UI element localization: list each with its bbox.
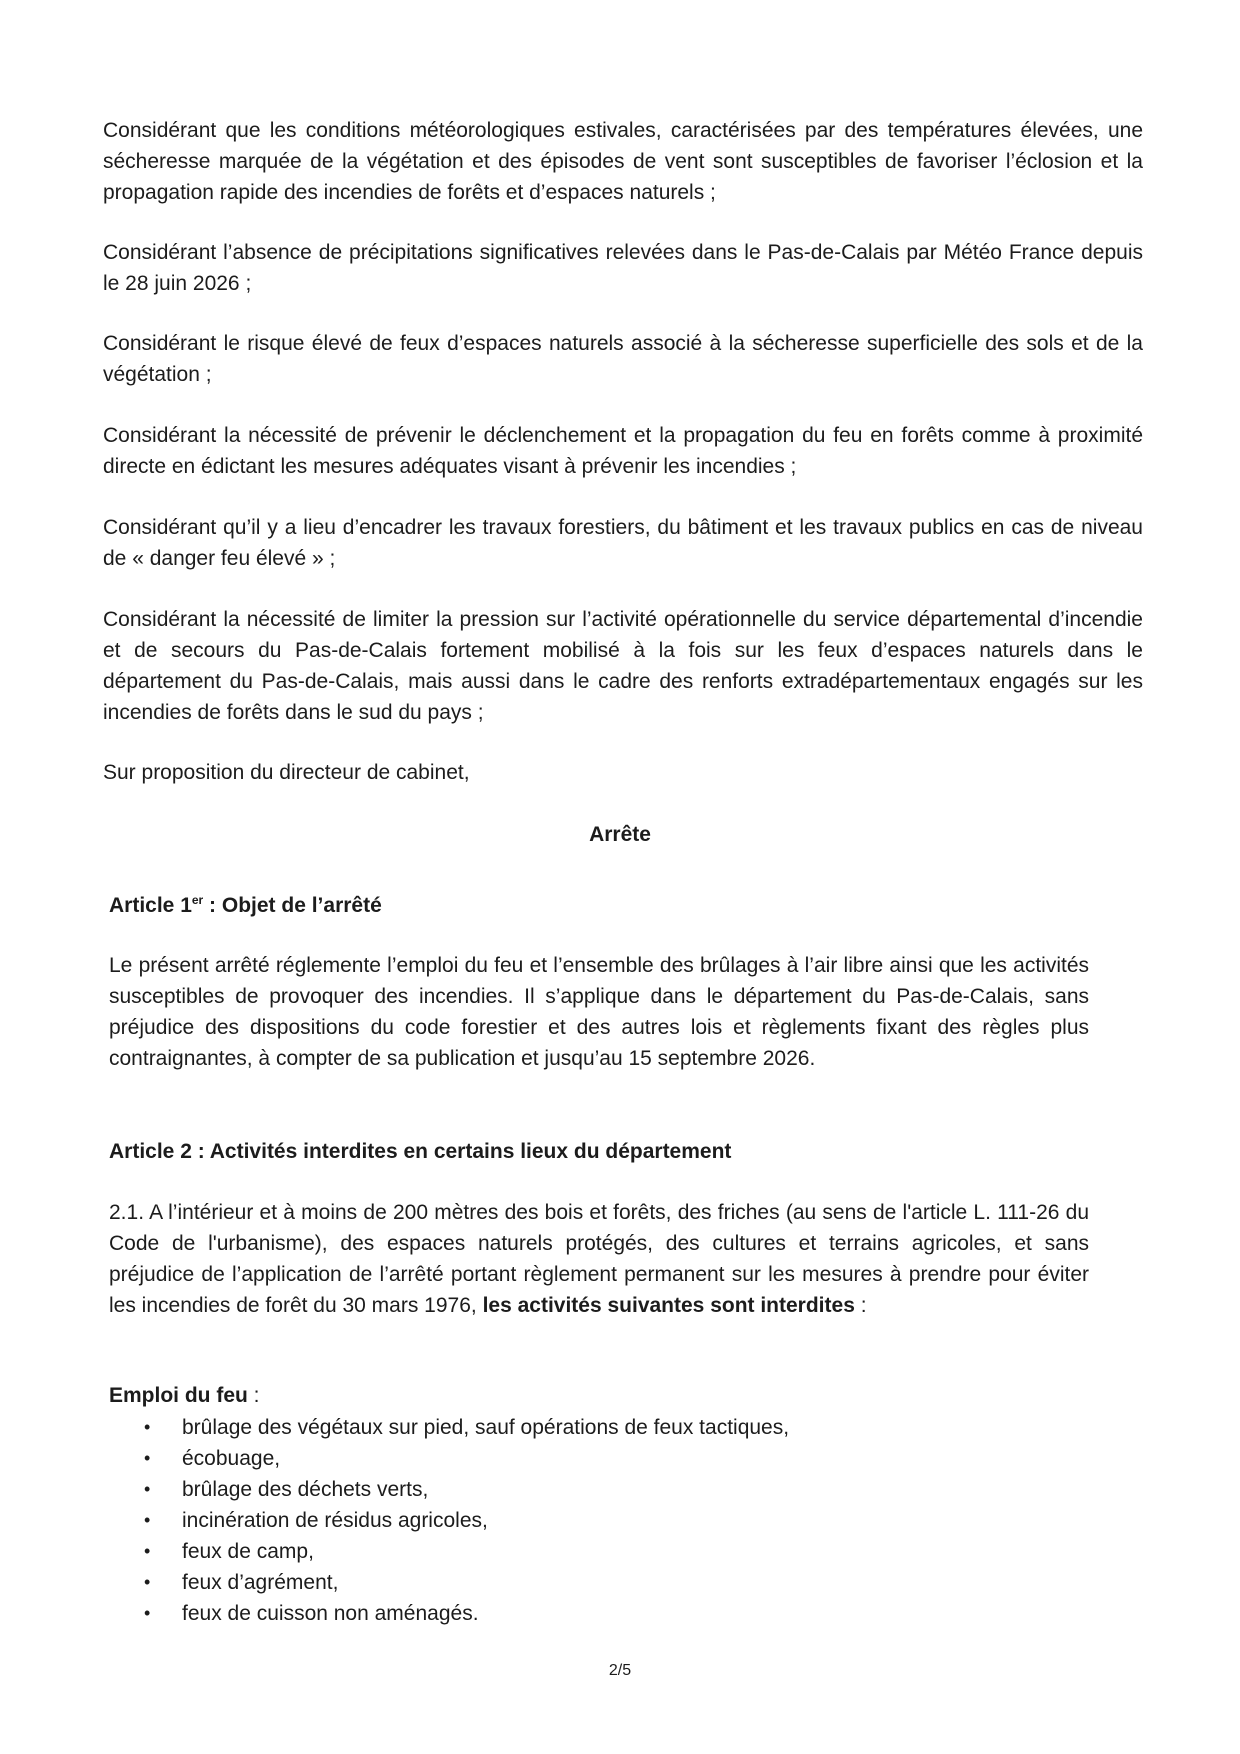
emploi-du-feu-colon: : <box>247 1384 260 1407</box>
bullet-icon: • <box>144 1510 151 1530</box>
article-1-heading-suffix: : Objet de l’arrêté <box>203 894 382 917</box>
list-item <box>140 1567 789 1598</box>
list-item-text: feux de camp, <box>182 1540 314 1563</box>
bullet-icon: • <box>144 1448 151 1468</box>
list-item-text: brûlage des déchets verts, <box>182 1478 429 1501</box>
article-2-heading: Article 2 : Activités interdites en certains lieux du département <box>109 1140 732 1163</box>
considerant-paragraph: Considérant la nécessité de limiter la pression sur l’activité opérationnelle du service départemental d’incendie et de secours du Pas-de-Calais fortement mobilisé à la fois sur les feux d’espaces naturels dans le département du Pas-de-Calais, mais aussi dans le cadre des renforts extradépartementaux engagés sur les incendies de forêts dans le sud du pays ; <box>103 608 1143 724</box>
article-1-heading-prefix: Article 1 <box>109 894 192 917</box>
considerant-paragraph: Considérant que les conditions météorologiques estivales, caractérisées par des températures élevées, une sécheresse marquée de la végétation et des épisodes de vent sont susceptibles de favoriser l’éclosion et la propagation rapide des incendies de forêts et d’espaces naturels ; <box>103 119 1143 204</box>
bullet-icon: • <box>144 1541 151 1561</box>
list-item <box>140 1505 789 1536</box>
list-item <box>140 1598 789 1629</box>
bullet-icon: • <box>144 1479 151 1499</box>
article-2-body-bold: les activités suivantes sont interdites <box>482 1294 855 1317</box>
considerant-paragraph: Considérant la nécessité de prévenir le déclenchement et la propagation du feu en forêts comme à proximité directe en édictant les mesures adéquates visant à prévenir les incendies ; <box>103 424 1143 478</box>
arrete-title: Arrête <box>589 823 651 846</box>
article-1-heading-sup: er <box>191 893 204 907</box>
considerant-paragraph: Considérant qu’il y a lieu d’encadrer les travaux forestiers, du bâtiment et les travaux publics en cas de niveau de « danger feu élevé » ; <box>103 516 1143 570</box>
list-item-text: incinération de résidus agricoles, <box>182 1509 488 1532</box>
article-1-body: Le présent arrêté réglemente l’emploi du feu et l’ensemble des brûlages à l’air libre ainsi que les activités susceptibles de provoquer des incendies. Il s’applique dans le département du Pas-de-Calais, sans préjudice des dispositions du code forestier et des autres lois et règlements fixant des règles plus contraignantes, à compter de sa publication et jusqu’au 15 septembre 2026. <box>109 954 1089 1070</box>
considerant-paragraph: Considérant le risque élevé de feux d’espaces naturels associé à la sécheresse superficielle des sols et de la végétation ; <box>103 332 1143 386</box>
list-item <box>140 1536 789 1567</box>
bullet-icon: • <box>144 1572 151 1592</box>
list-item-text: écobuage, <box>182 1447 281 1470</box>
list-item-text: feux d’agrément, <box>182 1571 339 1594</box>
page-number: 2/5 <box>608 1662 632 1679</box>
prohibited-fire-uses-list <box>140 1412 789 1629</box>
bullet-icon: • <box>144 1417 151 1437</box>
list-item-text: brûlage des végétaux sur pied, sauf opérations de feux tactiques, <box>182 1416 790 1439</box>
emploi-du-feu-heading <box>109 1384 260 1408</box>
bullet-icon: • <box>144 1603 151 1623</box>
list-item-text: feux de cuisson non aménagés. <box>182 1602 479 1625</box>
list-item <box>140 1474 789 1505</box>
article-2-body <box>109 1197 1089 1321</box>
article-1-heading <box>109 893 382 918</box>
considerant-paragraph: Considérant l’absence de précipitations significatives relevées dans le Pas-de-Calais par Météo France depuis le 28 juin 2026 ; <box>103 241 1143 295</box>
list-item <box>140 1412 789 1443</box>
article-2-body-end: : <box>854 1294 867 1317</box>
list-item <box>140 1443 789 1474</box>
article-2-body-text: 2.1. A l’intérieur et à moins de 200 mètres des bois et forêts, des friches (au sens de l'article L. 111-26 du Code de l'urbanisme), des espaces naturels protégés, des cultures et terrains agricoles, et sans préjudice de l’application de l’arrêté portant règlement permanent sur les mesures à prendre pour éviter les incendies de forêt du 30 mars 1976, <box>109 1201 1089 1317</box>
proposition-line: Sur proposition du directeur de cabinet, <box>103 761 470 784</box>
emploi-du-feu-label: Emploi du feu <box>109 1384 248 1407</box>
